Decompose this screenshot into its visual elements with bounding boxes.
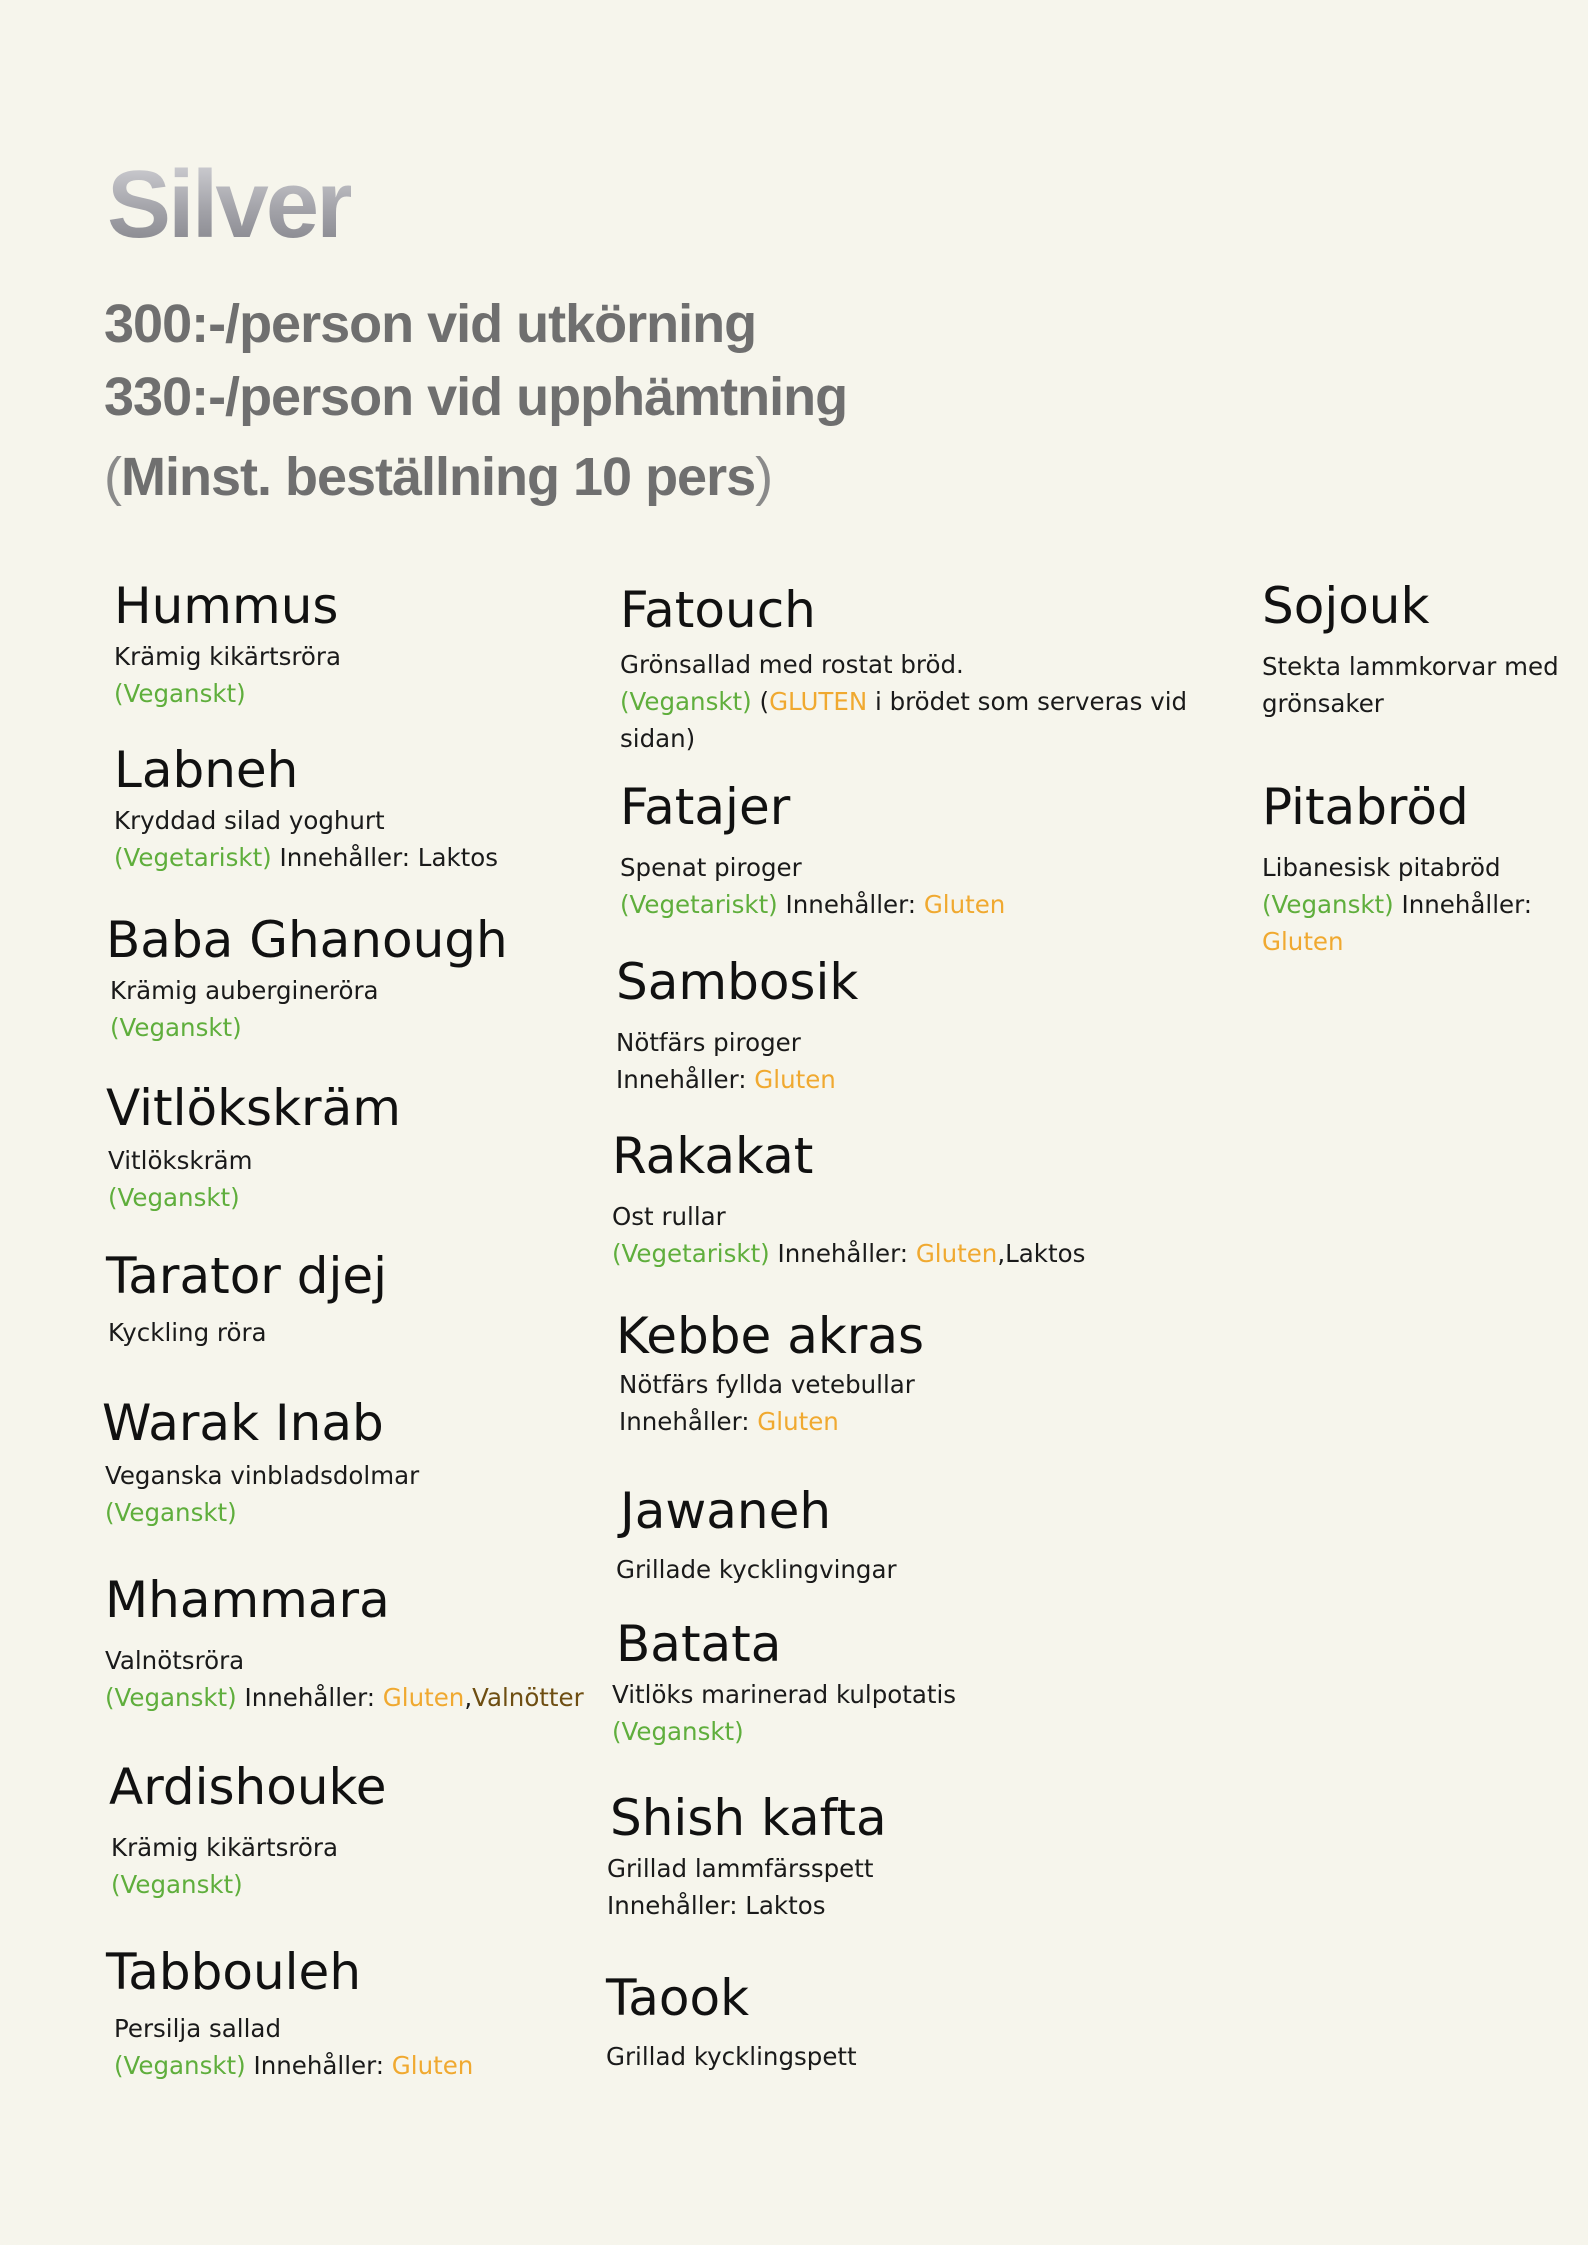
item-description: Vitlöks marinerad kulpotatis xyxy=(612,1680,957,1709)
item-diet-line xyxy=(106,1009,586,1046)
diet-tag: (Veganskt) xyxy=(110,1013,242,1042)
item-description: Kyckling röra xyxy=(108,1318,267,1347)
item-description: Vitlökskräm xyxy=(108,1146,253,1175)
contains-label: Innehåller: xyxy=(785,890,917,919)
item-name: Warak Inab xyxy=(102,1394,384,1452)
item-name: Batata xyxy=(616,1615,782,1673)
allergen-gluten: Gluten xyxy=(754,1065,836,1094)
menu-item-fatouch xyxy=(620,580,1220,757)
item-description: Grönsallad med rostat bröd. xyxy=(620,650,964,679)
item-name: Mhammara xyxy=(105,1571,390,1629)
item-name: Tabbouleh xyxy=(106,1943,362,2001)
diet-tag: (Vegetariskt) xyxy=(114,843,272,872)
allergen-gluten: Gluten xyxy=(382,1683,465,1712)
item-description: Nötfärs piroger xyxy=(616,1028,801,1057)
item-description: Krämig kikärtsröra xyxy=(114,642,341,671)
item-description: Grillade kycklingvingar xyxy=(616,1555,897,1584)
minimum-order xyxy=(104,445,772,509)
item-diet-line xyxy=(106,1179,586,1216)
item-description: Libanesisk pitabröd xyxy=(1262,853,1501,882)
menu-title: Silver xyxy=(107,151,351,258)
diet-tag: (Veganskt) xyxy=(620,687,752,716)
item-description: Kryddad silad yoghurt xyxy=(114,806,385,835)
item-description: Grillad lammfärsspett xyxy=(607,1854,874,1883)
menu-item-ardishouke xyxy=(109,1757,589,1903)
gluten-note: i brödet som serveras vid sidan) xyxy=(620,687,1188,753)
diet-tag: (Veganskt) xyxy=(111,1870,243,1899)
item-name: Jawaneh xyxy=(620,1482,832,1540)
contains-label: Innehåller: xyxy=(616,1065,747,1094)
menu-item-batata xyxy=(612,1614,1176,1750)
item-name: Rakakat xyxy=(612,1127,814,1185)
price-delivery: 300:-/person vid utkörning xyxy=(104,294,757,354)
diet-tag: (Veganskt) xyxy=(114,2051,246,2080)
menu-item-tabbouleh xyxy=(106,1942,626,2084)
minimum-order-open-paren: ( xyxy=(104,447,121,507)
item-name: Baba Ghanough xyxy=(106,911,508,969)
item-description: Krämig kikärtsröra xyxy=(111,1833,338,1862)
contains-label: Innehåller: xyxy=(244,1683,375,1712)
menu-item-vitlokskram xyxy=(106,1078,586,1216)
item-diet-line xyxy=(616,1061,1176,1098)
contains-text: Innehåller: Laktos xyxy=(607,1891,826,1920)
allergen-separator: , xyxy=(464,1683,473,1712)
contains-text: Innehåller: Laktos xyxy=(279,843,499,872)
diet-tag: (Vegetariskt) xyxy=(620,890,778,919)
item-name: Tarator djej xyxy=(106,1247,388,1305)
item-diet-line xyxy=(612,1713,1176,1750)
diet-tag: (Veganskt) xyxy=(1262,890,1394,919)
menu-item-kebbe-akras xyxy=(616,1306,1176,1440)
diet-tag: (Vegetariskt) xyxy=(612,1239,770,1268)
diet-tag: (Veganskt) xyxy=(612,1717,744,1746)
diet-tag: (Veganskt) xyxy=(108,1183,240,1212)
allergen-gluten: GLUTEN xyxy=(769,687,868,716)
item-name: Sojouk xyxy=(1262,577,1430,635)
menu-item-pitabrod xyxy=(1262,777,1562,960)
menu-item-sojouk xyxy=(1262,576,1562,722)
item-name: Shish kafta xyxy=(610,1789,887,1847)
item-description: Valnötsröra xyxy=(105,1646,245,1675)
item-description: Stekta lammkorvar med grönsaker xyxy=(1262,652,1559,718)
allergen-gluten: Gluten xyxy=(923,890,1006,919)
item-name: Vitlökskräm xyxy=(106,1079,401,1137)
minimum-order-text: Minst. beställning 10 pers xyxy=(120,447,756,507)
menu-item-taook xyxy=(606,1968,1166,2075)
menu-item-jawaneh xyxy=(616,1481,1180,1588)
diet-tag: (Veganskt) xyxy=(105,1683,237,1712)
diet-tag: (Veganskt) xyxy=(114,679,246,708)
item-diet-line xyxy=(102,1494,582,1531)
item-name: Kebbe akras xyxy=(616,1307,925,1365)
menu-item-tarator-djej xyxy=(106,1246,586,1351)
item-diet-line xyxy=(620,886,1180,923)
item-diet-line xyxy=(612,1235,1212,1272)
note-open-paren: ( xyxy=(759,687,770,716)
item-diet-line xyxy=(1262,886,1562,960)
allergen-gluten: Gluten xyxy=(391,2051,474,2080)
item-name: Pitabröd xyxy=(1262,778,1469,836)
item-diet-line xyxy=(114,839,594,876)
item-diet-line xyxy=(114,675,554,712)
allergen-gluten: Gluten xyxy=(1262,927,1344,956)
allergen-walnuts: Valnötter xyxy=(472,1683,584,1712)
item-name: Taook xyxy=(606,1969,750,2027)
item-name: Ardishouke xyxy=(109,1758,387,1816)
item-diet-line xyxy=(105,1679,625,1716)
menu-item-fatajer xyxy=(620,777,1180,923)
item-description: Spenat piroger xyxy=(620,853,802,882)
menu-item-baba-ghanough xyxy=(106,910,586,1046)
contains-label: Innehåller: xyxy=(253,2051,384,2080)
allergen-gluten: Gluten xyxy=(915,1239,998,1268)
minimum-order-close-paren: ) xyxy=(755,447,773,507)
menu-item-rakakat xyxy=(612,1126,1212,1272)
allergen-lactose: ,Laktos xyxy=(997,1239,1086,1268)
menu-item-shish-kafta xyxy=(607,1788,1170,1924)
price-pickup: 330:-/person vid upphämtning xyxy=(104,367,848,427)
menu-item-warak-inab xyxy=(102,1393,582,1531)
item-name: Fatouch xyxy=(620,581,816,639)
diet-tag: (Veganskt) xyxy=(105,1498,237,1527)
allergen-gluten: Gluten xyxy=(757,1407,839,1436)
item-description: Nötfärs fyllda vetebullar xyxy=(619,1370,915,1399)
item-diet-line xyxy=(607,1887,1170,1924)
item-description: Krämig auberginеröra xyxy=(110,976,379,1005)
menu-item-mhammara xyxy=(105,1570,625,1716)
menu-item-hummus xyxy=(114,576,554,712)
item-name: Fatajer xyxy=(620,778,791,836)
item-name: Hummus xyxy=(114,577,339,635)
item-diet-line xyxy=(620,683,1220,757)
menu-item-labneh xyxy=(114,740,594,876)
item-diet-line xyxy=(616,1403,1176,1440)
item-description: Grillad kycklingspett xyxy=(606,2042,857,2071)
contains-label: Innehåller: xyxy=(619,1407,750,1436)
item-description: Ost rullar xyxy=(612,1202,726,1231)
contains-label: Innehåller: xyxy=(777,1239,909,1268)
contains-label: Innehåller: xyxy=(1401,890,1532,919)
menu-item-sambosik xyxy=(616,952,1176,1098)
item-name: Labneh xyxy=(114,741,299,799)
item-description: Persilja sallad xyxy=(114,2014,281,2043)
item-diet-line xyxy=(109,1866,589,1903)
item-name: Sambosik xyxy=(616,953,859,1011)
item-diet-line xyxy=(106,2047,626,2084)
item-description: Veganska vinbladsdolmar xyxy=(105,1461,420,1490)
